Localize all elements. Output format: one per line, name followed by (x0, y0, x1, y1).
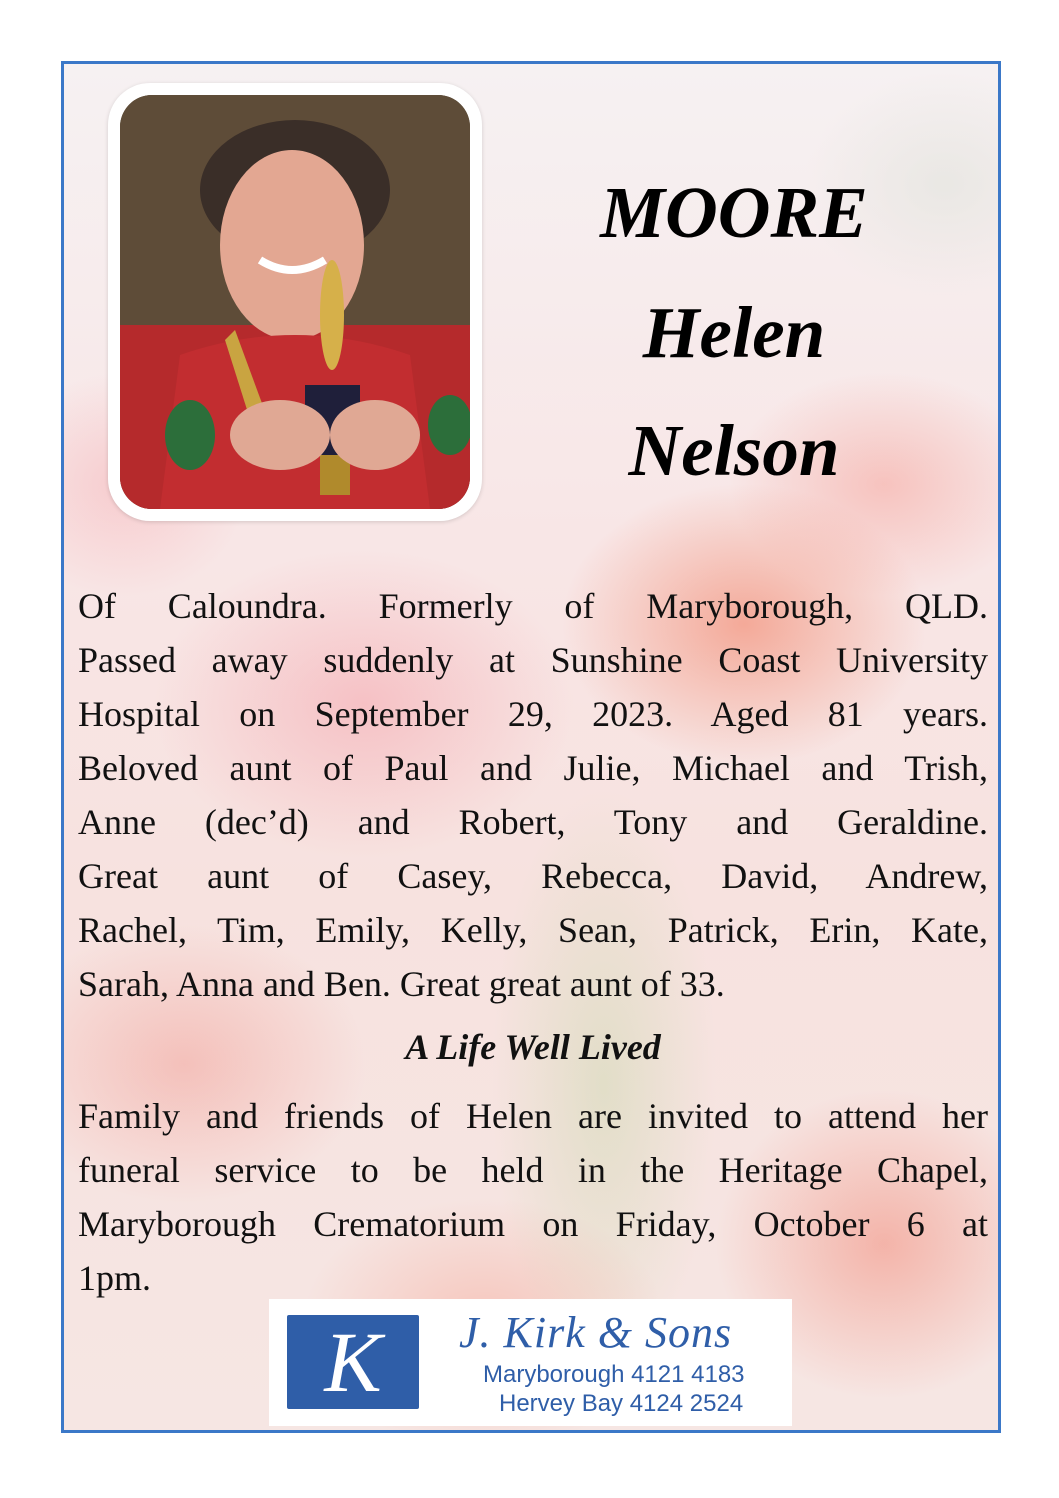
service-line: funeral service to be held in the Heritage Chapel, (78, 1150, 988, 1190)
surname: MOORE (600, 172, 868, 253)
funeral-director-name: J. Kirk & Sons (459, 1308, 733, 1357)
obituary-line: Sarah, Anna and Ben. Great great aunt of 33. (78, 964, 725, 1004)
obituary-line: Anne (dec’d) and Robert, Tony and Geraldine. (78, 802, 988, 842)
obituary-text (78, 579, 988, 1011)
notice-frame (61, 61, 1001, 1433)
service-text (78, 1089, 988, 1305)
service-line: Family and friends of Helen are invited to attend her (78, 1096, 988, 1136)
middle-name: Nelson (628, 410, 840, 491)
obituary-line: Hospital on September 29, 2023. Aged 81 years. (78, 694, 988, 734)
service-line: Maryborough Crematorium on Friday, October 6 at (78, 1204, 988, 1244)
obituary-line: Rachel, Tim, Emily, Kelly, Sean, Patrick, Erin, Kate, (78, 910, 988, 950)
obituary-line: Of Caloundra. Formerly of Maryborough, QLD. (78, 586, 988, 626)
portrait-image (120, 95, 470, 509)
portrait-photo (108, 83, 482, 521)
obituary-line: Great aunt of Casey, Rebecca, David, Andrew, (78, 856, 988, 896)
monogram-letter: K (324, 1314, 382, 1410)
obituary-line: Beloved aunt of Paul and Julie, Michael and Trish, (78, 748, 988, 788)
phone-maryborough: Maryborough 4121 4183 (483, 1361, 745, 1388)
phone-hervey-bay: Hervey Bay 4124 2524 (499, 1390, 744, 1417)
obituary-line: Passed away suddenly at Sunshine Coast University (78, 640, 988, 680)
subheading: A Life Well Lived (405, 1027, 661, 1067)
funeral-director-logo (269, 1299, 792, 1426)
monogram-badge (287, 1315, 419, 1409)
given-name: Helen (642, 292, 826, 373)
service-line: 1pm. (78, 1258, 152, 1298)
